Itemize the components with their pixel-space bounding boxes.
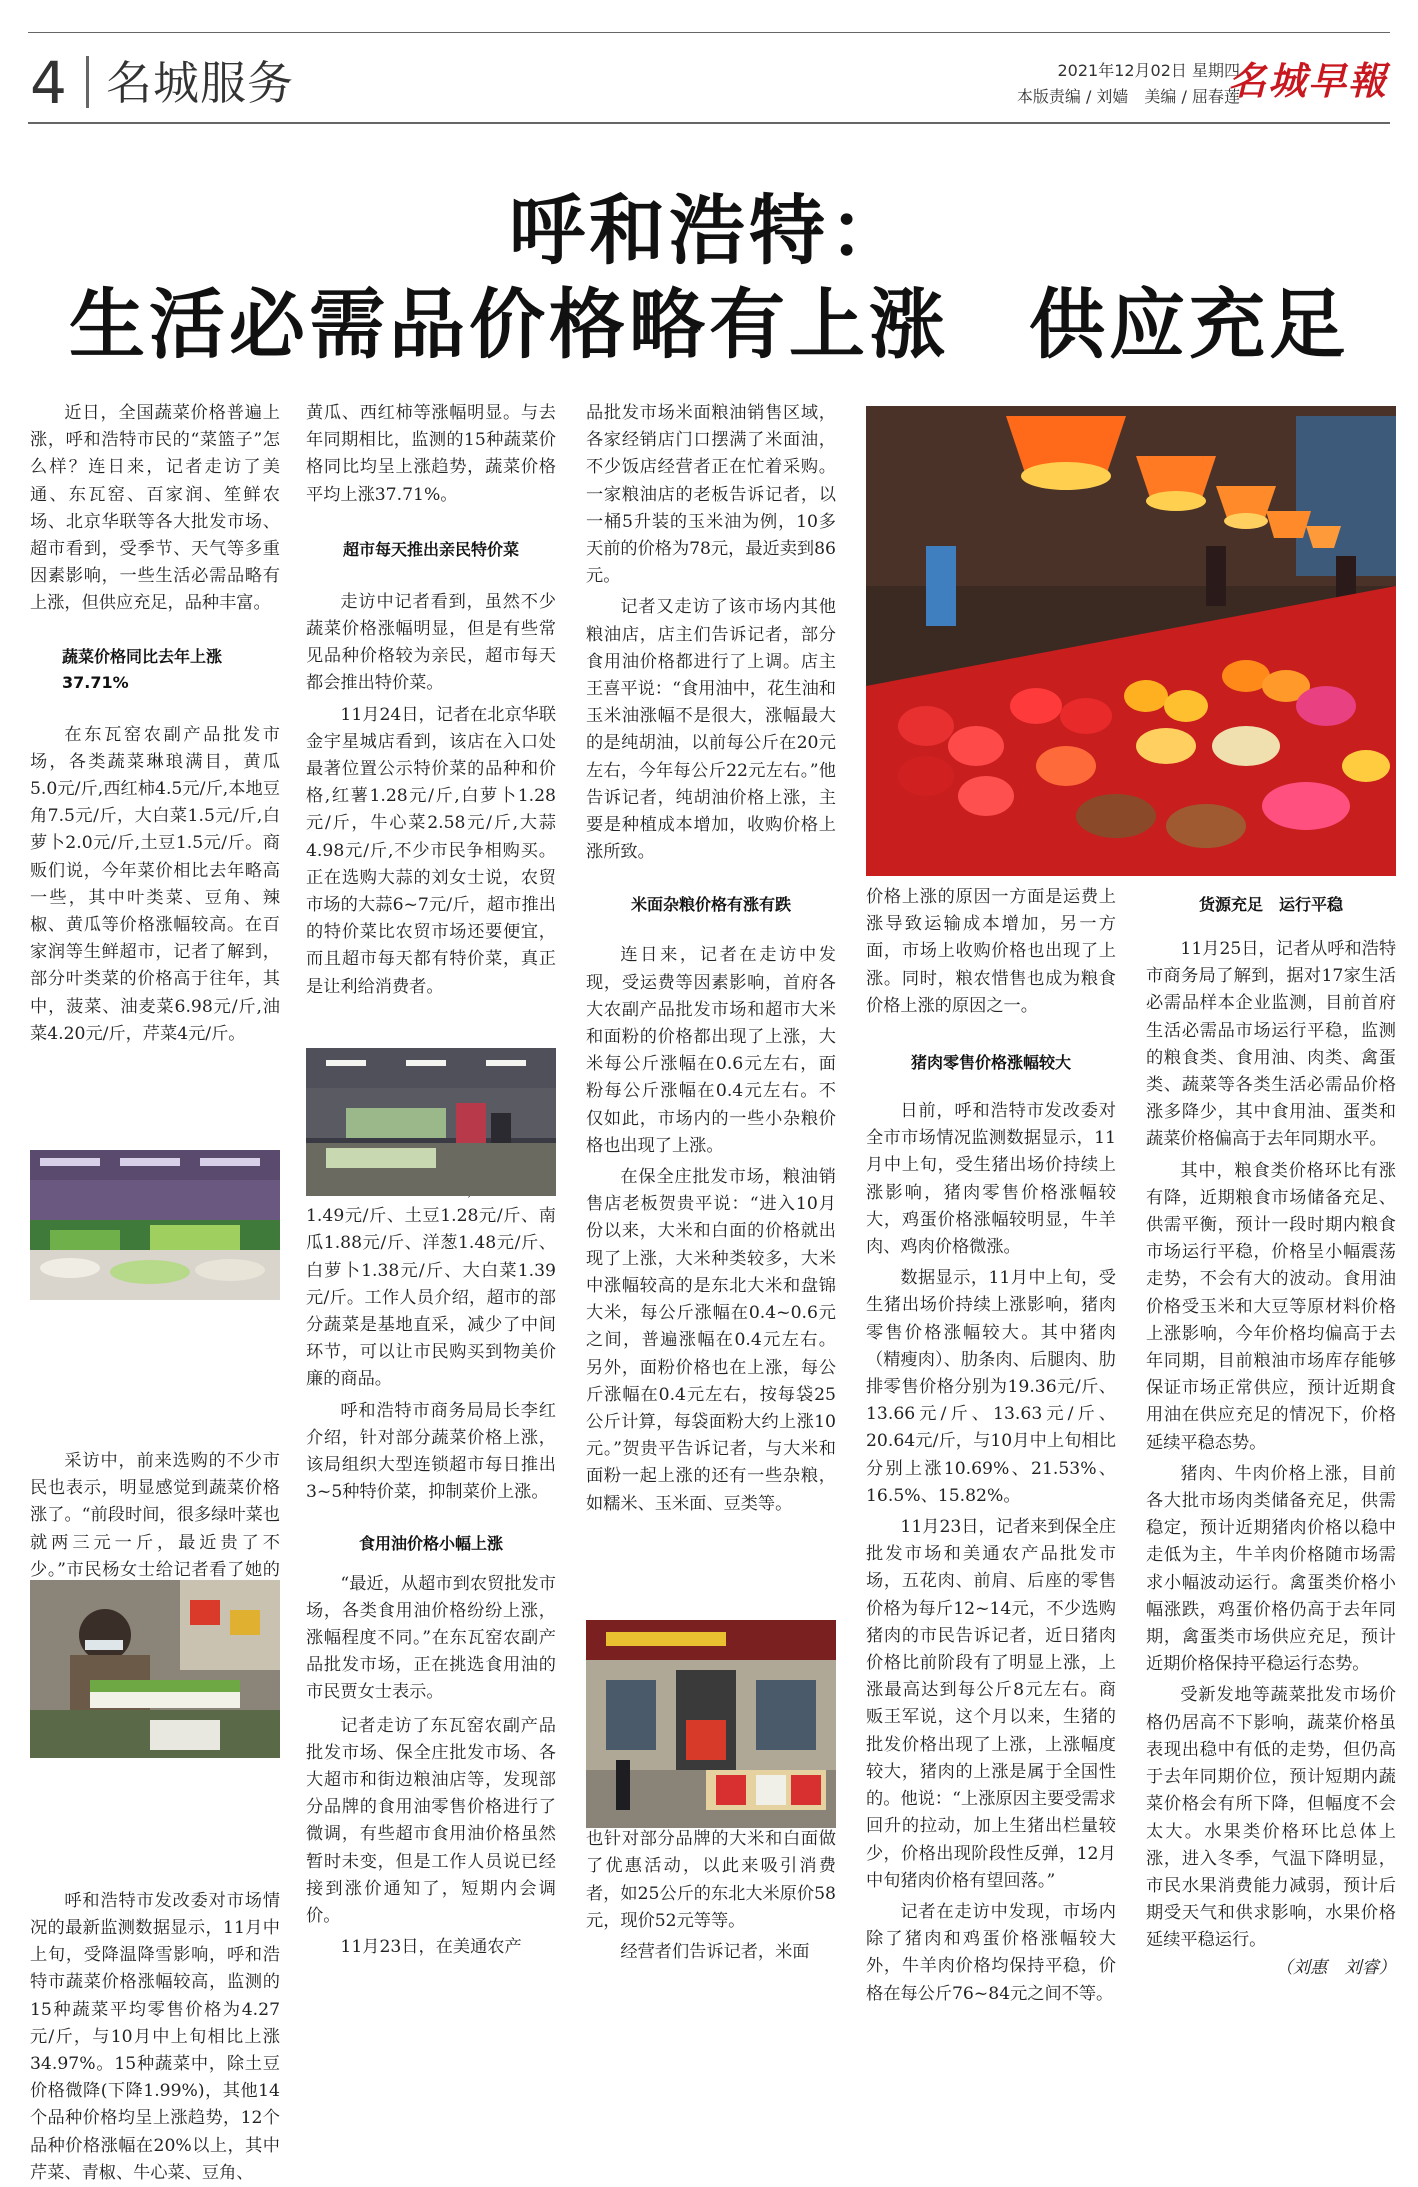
photo-vendor-scallions xyxy=(30,1580,280,1758)
paragraph: 经营者们告诉记者，米面 xyxy=(620,1941,810,1962)
headline-line-2: 生活必需品价格略有上涨 供应充足 xyxy=(69,280,1349,369)
paragraph: 连日来，记者在走访中发现，受运费等因素影响，首府各大农副产品批发市场和超市大米和面粉的价格都出现了上涨，大米每公斤涨幅在0.6元左右，面粉每公斤涨幅在0.4元左右。不仅如此，市场内的一些小杂粮价格也出现了上涨。 xyxy=(586,945,836,1156)
paragraph: 在保全庄批发市场，粮油销售店老板贺贵平说：“进入10月份以来，大米和白面的价格就出现了上涨，大米种类较多，大米中涨幅较高的是东北大米和盘锦大米，每公斤涨幅在0.4~0.6元之间，普遍涨幅在0.4元左右。另外，面粉价格也在上涨，每公斤涨幅在0.4元左右，按每袋25公斤计算，每袋面粉大约上涨10元。”贺贵平告诉记者，与大米和面粉一起上涨的还有一些杂粮，如糯米、玉米面、豆类等。 xyxy=(586,1167,836,1514)
top-rule xyxy=(28,32,1390,33)
paragraph: 11月23日，记者来到保全庄批发市场和美通农产品批发市场，五花肉、前肩、后座的零售价格为每斤12~14元，不少选购猪肉的市民告诉记者，近日猪肉价格比前阶段有了明显上涨，上涨最高达到每公斤8元左右。商贩王军说，这个月以来，生猪的批发价格出现了上涨，上涨幅度较大，猪肉的上涨是属于全国性的。他说：“上涨原因主要受需求回升的拉动，加上生猪出栏量较少，价格出现阶段性反弹，12月中旬猪肉价格有望回落。” xyxy=(866,1517,1117,1891)
photo-supermarket-produce xyxy=(306,1048,556,1196)
photo-fruit-market xyxy=(866,406,1396,876)
section-title: 名城服务 xyxy=(106,56,294,110)
page-number: 4 xyxy=(30,49,67,117)
subheading-pork-price: 猪肉零售价格涨幅较大 xyxy=(910,1053,1071,1073)
headline-line-1: 呼和浩特： xyxy=(509,186,909,275)
paragraph: 价格上涨的原因一方面是运费上涨导致运输成本增加，另一方面，市场上收购价格也出现了上涨。同时，粮农惜售也成为粮食价格上涨的原因之一。 xyxy=(866,887,1116,1016)
paragraph: 数据显示，11月中上旬，受生猪出场价持续上涨影响，猪肉零售价格涨幅较大。其中猪肉（精瘦肉）、肋条肉、后腿肉、肋排零售价格分别为19.36元/斤、13.66元/斤、13.63元/斤、20.64元/斤，与10月中上旬相比分别上涨10.69%、21.53%、16.5%、15.82%。 xyxy=(866,1268,1116,1506)
paragraph: 记者又走访了该市场内其他粮油店，店主们告诉记者，部分食用油价格都进行了上调。店主王喜平说：“食用油中，花生油和玉米油涨幅不是很大，涨幅最大的是纯胡油，以前每公斤在20元左右，今年每公斤22元左右。”他告诉记者，纯胡油价格上涨，主要是种植成本增加，收购价格上涨所致。 xyxy=(586,597,836,863)
paragraph: 采访中，前来选购的不少市民也表示，明显感觉到蔬菜价格涨了。“前段时间，很多绿叶菜也就两三元一斤，最近贵了不少。”市民杨女士给记者看了她的 xyxy=(30,1451,280,1580)
subheading-special-offers: 超市每天推出亲民特价菜 xyxy=(342,539,519,559)
paragraph: 呼和浩特市商务局局长李红介绍，针对部分蔬菜价格上涨，该局组织大型连锁超市每日推出3~5种特价菜，抑制菜价上涨。 xyxy=(306,1400,556,1503)
article-column-5 xyxy=(1146,884,1396,1982)
author-credit: （刘惠 刘睿） xyxy=(1275,1957,1396,1978)
section-separator xyxy=(86,56,89,108)
paragraph: “最近，从超市到农贸批发市场，各类食用油价格纷纷上涨，涨幅程度不同。”在东瓦窑农副产品批发市场，正在挑选食用油的市民贾女士表示。 xyxy=(306,1573,556,1703)
subheading-grain-prices: 米面杂粮价格有涨有跌 xyxy=(630,895,791,915)
paragraph: 黄瓜、西红柿等涨幅明显。与去年同期相比，监测的15种蔬菜价格同比均呈上涨趋势，蔬菜价格平均上涨37.71%。 xyxy=(306,403,556,505)
paragraph: 在东瓦窑农副产品批发市场，各类蔬菜琳琅满目，黄瓜5.0元/斤,西红柿4.5元/斤,本地豆角7.5元/斤，大白菜1.5元/斤,白萝卜2.0元/斤,土豆1.5元/斤。商贩们说，今年菜价相比去年略高一些，其中叶类菜、豆角、辣椒、黄瓜等价格涨幅较高。在百家润等生鲜超市，记者了解到，部分叶类菜的价格高于往年，其中，菠菜、油麦菜6.98元/斤,油菜4.20元/斤，芹菜4元/斤。 xyxy=(30,724,280,1044)
paragraph: 11月24日，记者在北京华联金宇星城店看到，该店在入口处最著位置公示特价菜的品种和价格,红薯1.28元/斤,白萝卜1.28元/斤，牛心菜2.58元/斤,大蒜4.98元/斤,不少市民争相购买。正在选购大蒜的刘女士说，农贸市场的大蒜6~7元/斤，超市推出的特价菜比农贸市场还要便宜，而且超市每天都有特价菜，真正是让利给消费者。 xyxy=(306,704,557,997)
paragraph: 呼和浩特市发改委对市场情况的最新监测数据显示，11月中上旬，受降温降雪影响，呼和浩特市蔬菜价格涨幅较高，监测的15种蔬菜平均零售价格为4.27元/斤，与10月中上旬相比上涨34.97%。15种蔬菜中，除土豆价格微降(下降1.99%)，其他14个品种价格均呈上涨趋势，12个品种价格涨幅在20%以上，其中芹菜、青椒、牛心菜、豆角、 xyxy=(30,1890,280,2183)
paragraph: 猪肉、牛肉价格上涨，目前各大批市场肉类储备充足，供需稳定，预计近期猪肉价格以稳中走低为主，牛羊肉价格随市场需求小幅波动运行。禽蛋类价格小幅涨跌，鸡蛋价格仍高于去年同期，禽蛋类市场供应充足，预计近期价格保持平稳运行态势。 xyxy=(1146,1463,1396,1675)
paragraph: 11月25日，记者从呼和浩特市商务局了解到，据对17家生活必需品样本企业监测，目前首府生活必需品市场运行平稳，监测的粮食类、食用油、肉类、禽蛋类、蔬菜等各类生活必需品价格涨多降少，其中食用油、蛋类和蔬菜价格偏高于去年同期水平。 xyxy=(1146,939,1397,1150)
subheading-supply: 货源充足 运行平稳 xyxy=(1198,895,1343,914)
paragraph: 其中，粮食类价格环比有涨有降，近期粮食市场储备充足、供需平衡，预计一段时期内粮食市场运行平稳，价格呈小幅震荡走势，不会有大的波动。食用油价格受玉米和大豆等原材料价格上涨影响，今年价格均偏高于去年同期，目前粮油市场库存能够保证市场正常供应，预计近期食用油在供应充足的情况下，价格延续平稳态势。 xyxy=(1146,1160,1396,1453)
paragraph: 1.49元/斤、土豆1.28元/斤、南瓜1.88元/斤、洋葱1.48元/斤、白萝卜1.38元/斤、大白菜1.39元/斤。工作人员介绍，超市的部分蔬菜是基地直采，减少了中间环节，可以让市民购买到物美价廉的商品。 xyxy=(306,1206,556,1390)
newspaper-logo: 名城早報 xyxy=(1228,58,1389,103)
photo-supermarket-vegetables xyxy=(30,1150,280,1300)
paragraph: 近日，全国蔬菜价格普遍上涨，呼和浩特市民的“菜篮子”怎么样？连日来，记者走访了美通、东瓦窑、百家润、笙鲜农场、北京华联等各大批发市场、超市看到，受季节、天气等多重因素影响，一些生活必需品略有上涨，但供应充足，品种丰富。 xyxy=(30,403,280,614)
paragraph: 品批发市场米面粮油销售区域，各家经销店门口摆满了米面油，不少饭店经营者正在忙着采购。一家粮油店的老板告诉记者，以一桶5升装的玉米油为例，10多天前的价格为78元，最近卖到86元。 xyxy=(586,403,836,587)
paragraph: 记者走访了东瓦窑农副产品批发市场、保全庄批发市场、各大超市和街边粮油店等，发现部分品牌的食用油零售价格进行了微调，有些超市食用油价格虽然暂时未变，但是工作人员说已经接到涨价通知了，短期内会调价。 xyxy=(306,1715,556,1926)
masthead-rule xyxy=(28,122,1390,124)
editors-credit: 本版责编 / 刘嫱 美编 / 屈春莲 xyxy=(1016,87,1240,106)
article-column-4 xyxy=(866,884,1116,2008)
paragraph: 记者在走访中发现，市场内除了猪肉和鸡蛋价格涨幅较大外，牛羊肉价格均保持平稳，价格在每公斤76~84元之间不等。 xyxy=(866,1901,1116,2004)
paragraph: 日前，呼和浩特市发改委对全市市场情况监测数据显示，11月中上旬，受生猪出场价持续上涨影响，猪肉零售价格涨幅较大，鸡蛋价格涨幅较明显，牛羊肉、鸡肉价格微涨。 xyxy=(866,1101,1116,1258)
paragraph: 也针对部分品牌的大米和白面做了优惠活动，以此来吸引消费者，如25公斤的东北大米原价58元，现价52元等等。 xyxy=(586,1829,836,1931)
subheading-vegetable-price: 蔬菜价格同比去年上涨37.71% xyxy=(62,646,223,692)
subheading-cooking-oil: 食用油价格小幅上涨 xyxy=(358,1533,503,1553)
paragraph: 走访中记者看到，虽然不少蔬菜价格涨幅明显，但是有些常见品种价格较为亲民，超市每天都会推出特价菜。 xyxy=(306,591,556,694)
paragraph: 受新发地等蔬菜批发市场价格仍居高不下影响，蔬菜价格虽表现出稳中有低的走势，但仍高于去年同期价位，预计短期内蔬菜价格会有所下降，但幅度不会太大。水果类价格环比总体上涨，进入冬季，气温下降明显，市民水果消费能力减弱，预计后期受天气和供求影响，水果价格延续平稳运行。 xyxy=(1146,1685,1396,1951)
paragraph: 11月23日，在美通农产 xyxy=(340,1937,522,1958)
photo-grain-store xyxy=(586,1620,836,1828)
dateline: 2021年12月02日 星期四 xyxy=(1057,61,1240,80)
